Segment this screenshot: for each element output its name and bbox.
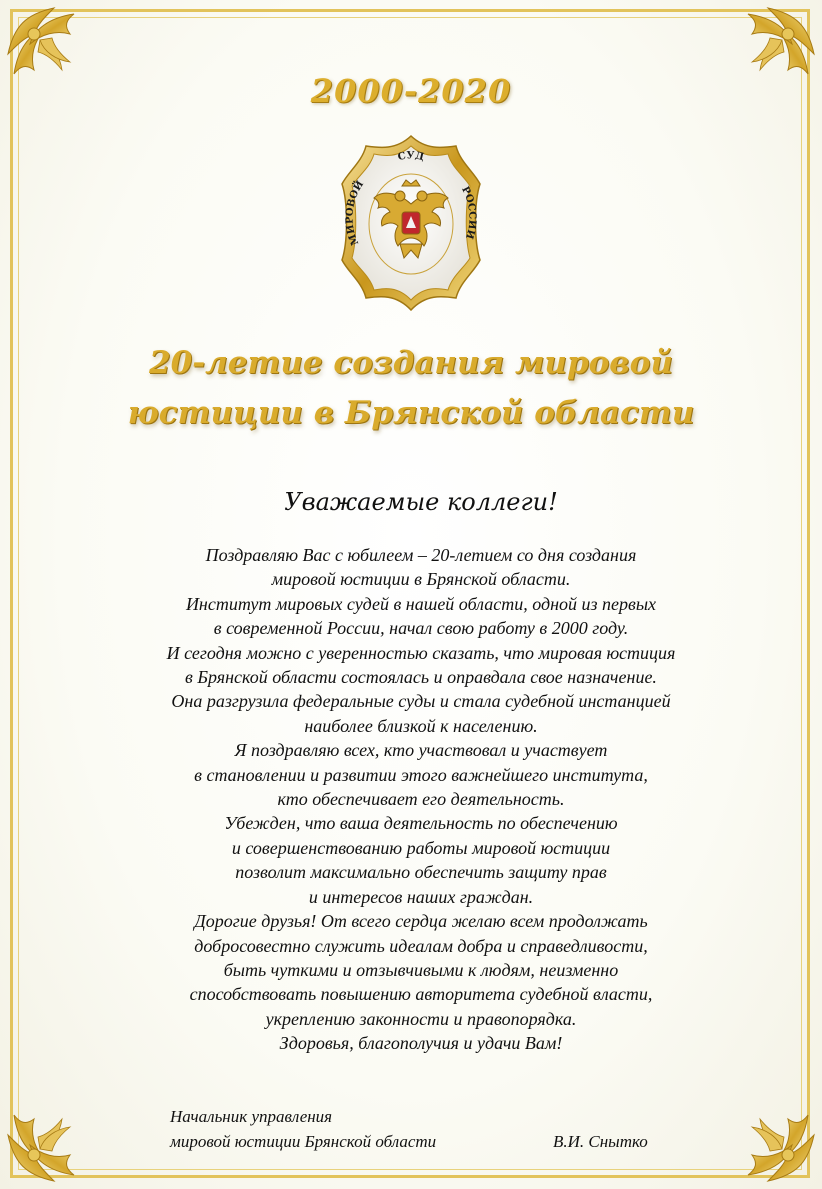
corner-ornament-icon [726,1093,818,1185]
body-line: в Брянской области состоялась и оправдала свое назначение. [185,667,657,688]
emblem-text-mirovoy: МИРОВОЙ [344,179,367,247]
body-line: в современной России, начал свою работу в 2000 году. [213,618,629,639]
body-line: Убежден, что ваша деятельность по обеспечению [224,813,618,834]
body-line: Институт мировых судей в нашей области, одной из первых [185,593,657,614]
body-line: наиболее близкой к населению. [304,715,538,736]
body-line: добросовестно служить идеалам добра и справедливости, [194,935,648,956]
body-line: быть чуткими и отзывчивыми к людям, неизменно [223,959,619,980]
body-line: Здоровья, благополучия и удачи Вам! [279,1033,563,1054]
emblem-text-rossii: РОССИИ [459,184,478,241]
emblem-text-sud: СУД [396,150,426,164]
body-line: в становлении и развитии этого важнейшего института, [194,764,648,785]
position-line: Начальник управления [170,1107,333,1126]
signatory-position [170,1104,436,1154]
body-line: кто обеспечивает его деятельность. [277,789,565,810]
magistrate-court-emblem [338,132,484,314]
body-line: мировой юстиции в Брянской области. [271,569,571,590]
body-line: Поздравляю Вас с юбилеем – 20-летием со дня создания [205,545,637,565]
headline-line: 20-летие создания мировой [149,345,673,381]
body-line: Я поздравляю всех, кто участвовал и участвует [234,740,608,761]
headline [0,338,822,438]
headline-line: юстиции в Брянской области [127,395,695,431]
body-line: и совершенствованию работы мировой юстиции [231,837,611,858]
body-line: и интересов наших граждан. [308,886,534,907]
body-line: позволит максимально обеспечить защиту прав [235,862,607,883]
anniversary-years: 2000-2020 [310,72,512,110]
body-line: Дорогие друзья! От всего сердца желаю всем продолжать [194,911,648,932]
letter-body [0,543,822,1056]
signatory-name: В.И. Снытко [553,1132,648,1151]
body-line: способствовать повышению авторитета судебной власти, [189,984,653,1005]
body-line: И сегодня можно с уверенностью сказать, что мировая юстиция [166,642,676,663]
body-line: Она разгрузила федеральные суды и стала судебной инстанцией [171,691,671,712]
svg-text:СУД [397,150,425,163]
corner-ornament-icon [4,1093,96,1185]
body-line: укреплению законности и правопорядка. [265,1008,577,1029]
salutation: Уважаемые коллеги! [284,488,558,516]
position-line: мировой юстиции Брянской области [170,1132,437,1151]
